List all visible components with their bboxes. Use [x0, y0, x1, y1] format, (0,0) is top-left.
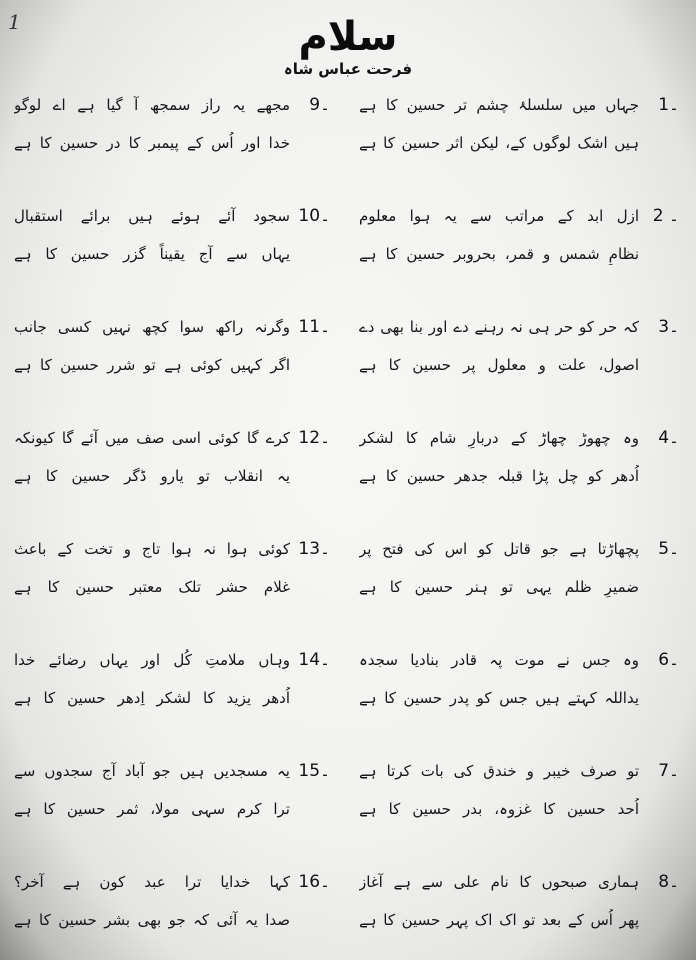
verse-number: 12۔ [298, 428, 330, 448]
verse-2 [359, 199, 679, 269]
verse-line-1: یہ مسجدیں ہیں جو آباد آج سجدوں سے [14, 762, 290, 780]
verse-16 [14, 865, 330, 935]
verse-5 [359, 532, 679, 602]
verse-line-1: کہا خدایا ترا عبد کون ہے آخر؟ [14, 873, 290, 891]
verse-line-2: اُدھر یزید کا لشکر اِدھر حسین کا ہے [14, 689, 290, 707]
verse-7 [359, 754, 679, 824]
verse-line-1: وہ چھوڑ چھاڑ کے دربارِ شام کا لشکر [359, 429, 639, 447]
verse-number: 1۔ [658, 95, 679, 115]
verse-line-1: ازل ابد کے مراتب سے یہ ہوا معلوم [359, 207, 639, 225]
verse-number: 2 ۔ [652, 206, 679, 226]
verse-number: 7۔ [658, 761, 679, 781]
verse-line-1: تو صرف خیبر و خندق کی بات کرتا ہے [359, 762, 639, 780]
verse-line-2: صدا یہ آئی کہ جو بھی بشر حسین کا ہے [14, 911, 290, 929]
verse-line-2: اگر کہیں کوئی ہے تو شرر حسین کا ہے [14, 356, 290, 374]
verse-3 [359, 310, 679, 380]
verse-number: 16۔ [298, 872, 330, 892]
verse-line-1: وہاں ملامتِ کُل اور یہاں رضائے خدا [14, 651, 290, 669]
verse-number: 13۔ [298, 539, 330, 559]
verse-number: 5۔ [658, 539, 679, 559]
verse-12 [14, 421, 330, 491]
verse-15 [14, 754, 330, 824]
verse-line-1: کرے گا کوئی اسی صف میں آئے گا کیونکہ [14, 429, 290, 447]
verse-line-2: ترا کرم سہی مولا، ثمر حسین کا ہے [14, 800, 290, 818]
verse-line-1: ہماری صبحوں کا نام علی سے ہے آغاز [359, 873, 639, 891]
verse-9 [14, 88, 330, 158]
verse-line-1: پچھاڑتا ہے جو قاتل کو اس کی فتح پر [359, 540, 639, 558]
verse-line-1: جہاں میں سلسلۂ چشم تر حسین کا ہے [359, 96, 639, 114]
verse-line-1: سجود آئے ہوئے ہیں برائے استقبال [14, 207, 290, 225]
verse-14 [14, 643, 330, 713]
verse-line-2: ضمیرِ ظلم یہی تو ہنر حسین کا ہے [359, 578, 639, 596]
verse-11 [14, 310, 330, 380]
poem-title: سلام [298, 14, 398, 60]
verse-10 [14, 199, 330, 269]
verse-line-2: اصول، علت و معلول پر حسین کا ہے [359, 356, 639, 374]
verse-number: 14۔ [298, 650, 330, 670]
verse-13 [14, 532, 330, 602]
verse-number: 11۔ [298, 317, 330, 337]
verse-line-2: خدا اور اُس کے پیمبر کا در حسین کا ہے [14, 134, 290, 152]
verse-number: 10۔ [298, 206, 330, 226]
verse-line-2: یہ انقلاب تو یارو ڈگر حسین کا ہے [14, 467, 290, 485]
verse-line-2: نظامِ شمس و قمر، بحروبر حسین کا ہے [359, 245, 639, 263]
verse-line-2: غلام حشر تلک معتبر حسین کا ہے [14, 578, 290, 596]
verse-columns [14, 88, 682, 954]
verse-line-2: اُدھر کو چل پڑا قبلہ جدھر حسین کا ہے [359, 467, 639, 485]
verse-number: 4۔ [658, 428, 679, 448]
verse-4 [359, 421, 679, 491]
verse-number: 9۔ [309, 95, 330, 115]
poet-name: فرحت عباس شاہ [283, 60, 413, 78]
verse-8 [359, 865, 679, 935]
verse-number: 15۔ [298, 761, 330, 781]
verse-6 [359, 643, 679, 713]
verse-line-1: مجھے یہ راز سمجھ آ گیا ہے اے لوگو [14, 96, 290, 114]
verse-line-2: یداللہ کہتے ہیں جس کو پدر حسین کا ہے [359, 689, 639, 707]
verse-line-1: وگرنہ راکھ سوا کچھ نہیں کسی جانب [14, 318, 290, 336]
verse-line-2: یہاں سے آج یقیناً گزر حسین کا ہے [14, 245, 290, 263]
verse-number: 6۔ [658, 650, 679, 670]
verse-line-1: کوئی ہوا نہ ہوا تاج و تخت کے باعث [14, 540, 290, 558]
verse-line-1: کہ حر کو حر ہی نہ رہنے دے اور بنا بھی دے [359, 318, 639, 336]
verse-1 [359, 88, 679, 158]
verse-line-2: پھر اُس کے بعد تو اک اک پہر حسین کا ہے [359, 911, 639, 929]
verse-number: 8۔ [658, 872, 679, 892]
page-number: 1 [8, 10, 21, 34]
verse-line-2: ہیں اشک لوگوں کے، لیکن اثر حسین کا ہے [359, 134, 639, 152]
verse-number: 3۔ [658, 317, 679, 337]
verse-line-1: وہ جس نے موت پہ قادر بنادیا سجدہ [359, 651, 639, 669]
verse-line-2: اُحد حسین کا غزوہ، بدر حسین کا ہے [359, 800, 639, 818]
